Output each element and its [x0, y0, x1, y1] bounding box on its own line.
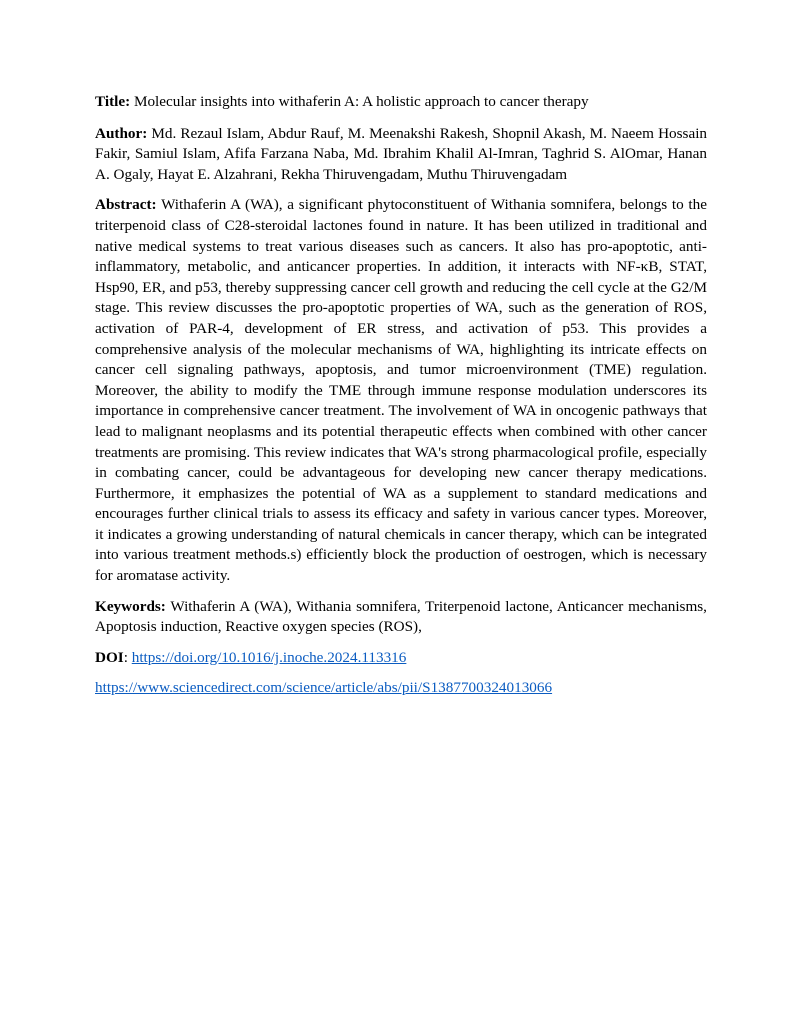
doi-label: DOI — [95, 648, 124, 666]
abstract-text: Withaferin A (WA), a significant phytoconstituent of Withania somnifera, belongs to the triterpenoid class of C28-steroidal lactones found in nature. It has been utilized in traditional and native medical systems to treat various diseases such as cancers. It also has pro-apoptotic, anti-inflammatory, metabolic, and anticancer properties. In addition, it interacts with NF-κB, STAT, Hsp90, ER, and p53, thereby suppressing cancer cell growth and reducing the cell cycle at the G2/M stage. This review discusses the pro-apoptotic properties of WA, such as the generation of ROS, activation of PAR-4, development of ER stress, and activation of p53. This provides a comprehensive analysis of the molecular mechanisms of WA, highlighting its intricate effects on cancer cell signaling pathways, apoptosis, and tumor microenvironment (TME) regulation. Moreover, the ability to modify the TME through immune response modulation underscores its importance in comprehensive cancer treatment. The involvement of WA in oncogenic pathways that lead to malignant neoplasms and its potential therapeutic effects when combined with other cancer treatments are promising. This review indicates that WA's strong pharmacological profile, especially in combating cancer, could be advantageous for developing new cancer therapy medications. Furthermore, it emphasizes the potential of WA as a supplement to standard medications and encourages further clinical trials to assess its efficacy and safety in various cancer types. Moreover, it indicates a growing understanding of natural chemicals in cancer therapy, which can be integrated into various treatment methods.s) efficiently block the production of oestrogen, which is necessary for aromatase activity. — [95, 196, 707, 585]
author-label: Author: — [95, 124, 148, 142]
author-list: Md. Rezaul Islam, Abdur Rauf, M. Meenakshi Rakesh, Shopnil Akash, M. Naeem Hossain Fakir, Samiul Islam, Afifa Farzana Naba, Md. Ibrahim Khalil Al-Imran, Taghrid S. AlOmar, Hanan A. Ogaly, Hayat E. Alzahrani, Rekha Thiruvengadam, Muthu Thiruvengadam — [95, 124, 708, 183]
abstract-label: Abstract: — [95, 196, 157, 214]
sciencedirect-link[interactable]: https://www.sciencedirect.com/science/article/abs/pii/S1387700324013066 — [95, 679, 553, 697]
abstract-paragraph — [95, 195, 707, 586]
keywords-paragraph — [95, 597, 707, 638]
doi-paragraph — [95, 648, 707, 669]
title-text: Molecular insights into withaferin A: A holistic approach to cancer therapy — [133, 93, 589, 110]
source-link-paragraph — [95, 678, 707, 699]
keywords-text: Withaferin A (WA), Withania somnifera, Triterpenoid lactone, Anticancer mechanisms, Apoptosis induction, Reactive oxygen species (ROS), — [95, 597, 707, 636]
doi-link[interactable]: https://doi.org/10.1016/j.inoche.2024.113316 — [131, 648, 407, 666]
document-page — [95, 92, 707, 709]
title-label: Title: — [95, 93, 131, 110]
title-paragraph — [95, 92, 707, 113]
doi-separator: : — [123, 648, 132, 666]
keywords-label: Keywords: — [95, 597, 166, 615]
author-paragraph — [95, 124, 707, 186]
